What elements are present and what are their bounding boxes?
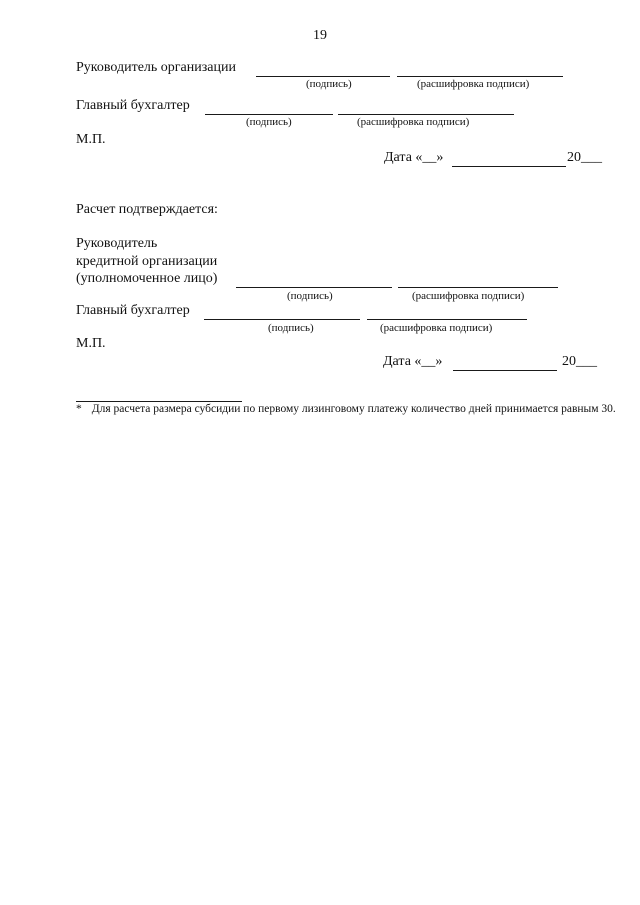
bank-head-decode-caption: (расшифровка подписи): [412, 290, 525, 302]
bank-date-line: [453, 370, 557, 371]
org-accountant-signature-caption: (подпись): [246, 116, 292, 128]
org-date-line: [452, 166, 566, 167]
bank-accountant-decode-line: [367, 319, 527, 320]
org-date-year: 20___: [567, 150, 602, 165]
bank-head-label-line2: кредитной организации: [76, 254, 218, 269]
org-accountant-label: Главный бухгалтер: [76, 98, 190, 113]
page-number: 19: [313, 28, 327, 43]
org-accountant-decode-line: [338, 114, 514, 115]
bank-head-decode-line: [398, 287, 558, 288]
org-head-decode-caption: (расшифровка подписи): [417, 78, 530, 90]
bank-accountant-signature-line: [204, 319, 360, 320]
org-head-signature-line: [256, 76, 390, 77]
org-head-signature-caption: (подпись): [306, 78, 352, 90]
org-head-label: Руководитель организации: [76, 60, 236, 75]
footnote: [76, 402, 616, 417]
bank-accountant-signature-caption: (подпись): [268, 322, 314, 334]
bank-accountant-label: Главный бухгалтер: [76, 303, 190, 318]
bank-date-prefix: Дата «__»: [383, 354, 443, 369]
bank-head-label-line1: Руководитель: [76, 236, 158, 251]
footnote-marker: *: [76, 403, 82, 415]
org-head-decode-line: [397, 76, 563, 77]
org-seal-label: М.П.: [76, 132, 106, 147]
bank-seal-label: М.П.: [76, 336, 106, 351]
confirm-label: Расчет подтверждается:: [76, 202, 218, 217]
org-accountant-decode-caption: (расшифровка подписи): [357, 116, 470, 128]
footnote-text: Для расчета размера субсидии по первому лизинговому платежу количество дней принимается равным 30.: [91, 403, 616, 415]
bank-head-signature-caption: (подпись): [287, 290, 333, 302]
bank-accountant-decode-caption: (расшифровка подписи): [380, 322, 493, 334]
org-date-prefix: Дата «__»: [384, 150, 444, 165]
bank-head-label-line3: (уполномоченное лицо): [76, 271, 218, 286]
bank-head-signature-line: [236, 287, 392, 288]
org-accountant-signature-line: [205, 114, 333, 115]
bank-date-year: 20___: [562, 354, 597, 369]
